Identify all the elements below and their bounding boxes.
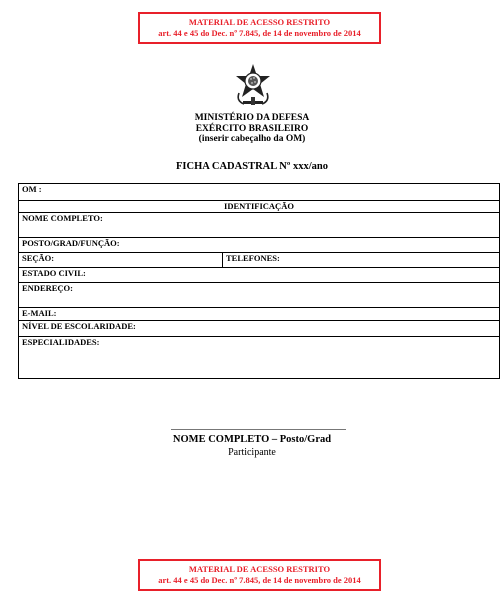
field-posto-grad-funcao[interactable]: POSTO/GRAD/FUNÇÃO: (19, 238, 500, 253)
restricted-notice-top (138, 12, 381, 44)
restricted-notice-title: MATERIAL DE ACESSO RESTRITO (188, 17, 331, 27)
section-identification: IDENTIFICAÇÃO (19, 201, 500, 213)
coat-of-arms-icon (234, 63, 272, 107)
field-secao[interactable]: SEÇÃO: (19, 253, 223, 268)
field-email[interactable]: E-MAIL: (19, 308, 500, 321)
registration-form-table (18, 183, 500, 379)
field-estado-civil[interactable]: ESTADO CIVIL: (19, 268, 500, 283)
restricted-notice-legal: art. 44 e 45 do Dec. nº 7.845, de 14 de novembro de 2014 (158, 28, 361, 38)
restricted-notice-bottom (138, 559, 381, 591)
signature-line (171, 429, 346, 430)
field-telefones[interactable]: TELEFONES: (223, 253, 500, 268)
field-nome-completo[interactable]: NOME COMPLETO: (19, 213, 500, 238)
ministry-name: MINISTÉRIO DA DEFESA (194, 113, 310, 123)
restricted-notice-legal: art. 44 e 45 do Dec. nº 7.845, de 14 de novembro de 2014 (158, 575, 361, 585)
form-title: FICHA CADASTRAL Nº xxx/ano (176, 161, 328, 172)
document-header (0, 113, 504, 145)
restricted-notice-title: MATERIAL DE ACESSO RESTRITO (188, 564, 331, 574)
header-note: (inserir cabeçalho da OM) (198, 134, 306, 144)
field-nivel-escolaridade[interactable]: NÍVEL DE ESCOLARIDADE: (19, 321, 500, 337)
field-om[interactable]: OM : (19, 184, 500, 201)
signature-role: Participante (228, 447, 276, 458)
field-endereco[interactable]: ENDEREÇO: (19, 283, 500, 308)
army-name: EXÉRCITO BRASILEIRO (195, 123, 309, 134)
signature-name: NOME COMPLETO – Posto/Grad (172, 434, 332, 445)
field-especialidades[interactable]: ESPECIALIDADES: (19, 337, 500, 379)
